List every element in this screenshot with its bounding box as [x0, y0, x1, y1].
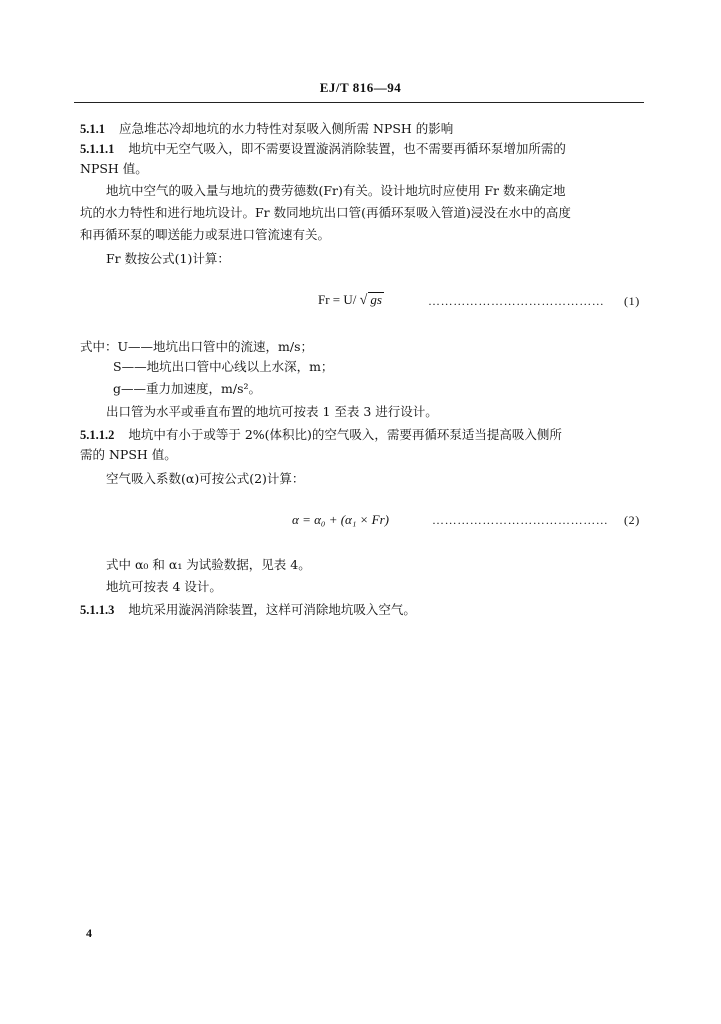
where-line: S——地坑出口管中心线以上水深，m； [113, 359, 334, 374]
formula-1: Fr = U/ √ gs [318, 292, 382, 308]
section-number: 5.1.1 [80, 122, 105, 136]
header-rule [74, 102, 644, 103]
formula-1-number: (1) [624, 294, 640, 308]
formula-1-radicand: gs [370, 292, 382, 307]
formula-2-number: (2) [624, 513, 640, 527]
paragraph-line: 式中 α₀ 和 α₁ 为试验数据，见表 4。 [106, 557, 311, 572]
page-number: 4 [86, 926, 92, 940]
section-number: 5.1.1.1 [80, 142, 115, 156]
section-5-1-1-2-cont: 需的 NPSH 值。 [80, 447, 177, 462]
where-line: g——重力加速度，m/s²。 [113, 381, 261, 396]
formula-1-leader: …………………………………… [428, 294, 605, 308]
document-code-header: EJ/T 816—94 [319, 80, 402, 95]
section-text: 地坑中无空气吸入，即不需要设置漩涡消除装置，也不需要再循环泵增加所需的 [128, 141, 566, 156]
section-5-1-1-1 [80, 140, 644, 158]
section-text: 地坑采用漩涡消除装置，这样可消除地坑吸入空气。 [128, 602, 416, 617]
where-line: 式中：U——地坑出口管中的流速，m/s； [80, 339, 314, 354]
paragraph-line: 出口管为水平或垂直布置的地坑可按表 1 至表 3 进行设计。 [106, 404, 438, 419]
section-5-1-1-2 [80, 426, 644, 444]
paragraph-line: 和再循环泵的唧送能力或泵进口管流速有关。 [80, 227, 331, 242]
section-title: 应急堆芯冷却地坑的水力特性对泵吸入侧所需 NPSH 的影响 [119, 121, 454, 136]
section-number: 5.1.1.3 [80, 603, 115, 617]
paragraph-line: 空气吸入系数(α)可按公式(2)计算： [106, 471, 305, 486]
paragraph-line: 坑的水力特性和进行地坑设计。Fr 数同地坑出口管(再循环泵吸入管道)浸没在水中的高度 [80, 205, 571, 220]
formula-2-leader: …………………………………… [432, 513, 609, 527]
formula-2: α = α₀ + (α₁ × Fr) [292, 512, 389, 527]
section-text: 地坑中有小于或等于 2%(体积比)的空气吸入，需要再循环泵适当提高吸入侧所 [128, 427, 562, 442]
section-5-1-1-1-cont: NPSH 值。 [80, 161, 148, 176]
paragraph-line: Fr 数按公式(1)计算： [106, 251, 230, 266]
section-5-1-1-3 [80, 601, 644, 619]
section-5-1-1 [80, 120, 644, 138]
section-number: 5.1.1.2 [80, 428, 115, 442]
formula-1-lhs: Fr = U/ [318, 292, 360, 307]
paragraph-line: 地坑中空气的吸入量与地坑的费劳德数(Fr)有关。设计地坑时应使用 Fr 数来确定地 [106, 183, 566, 198]
paragraph-line: 地坑可按表 4 设计。 [106, 579, 222, 594]
